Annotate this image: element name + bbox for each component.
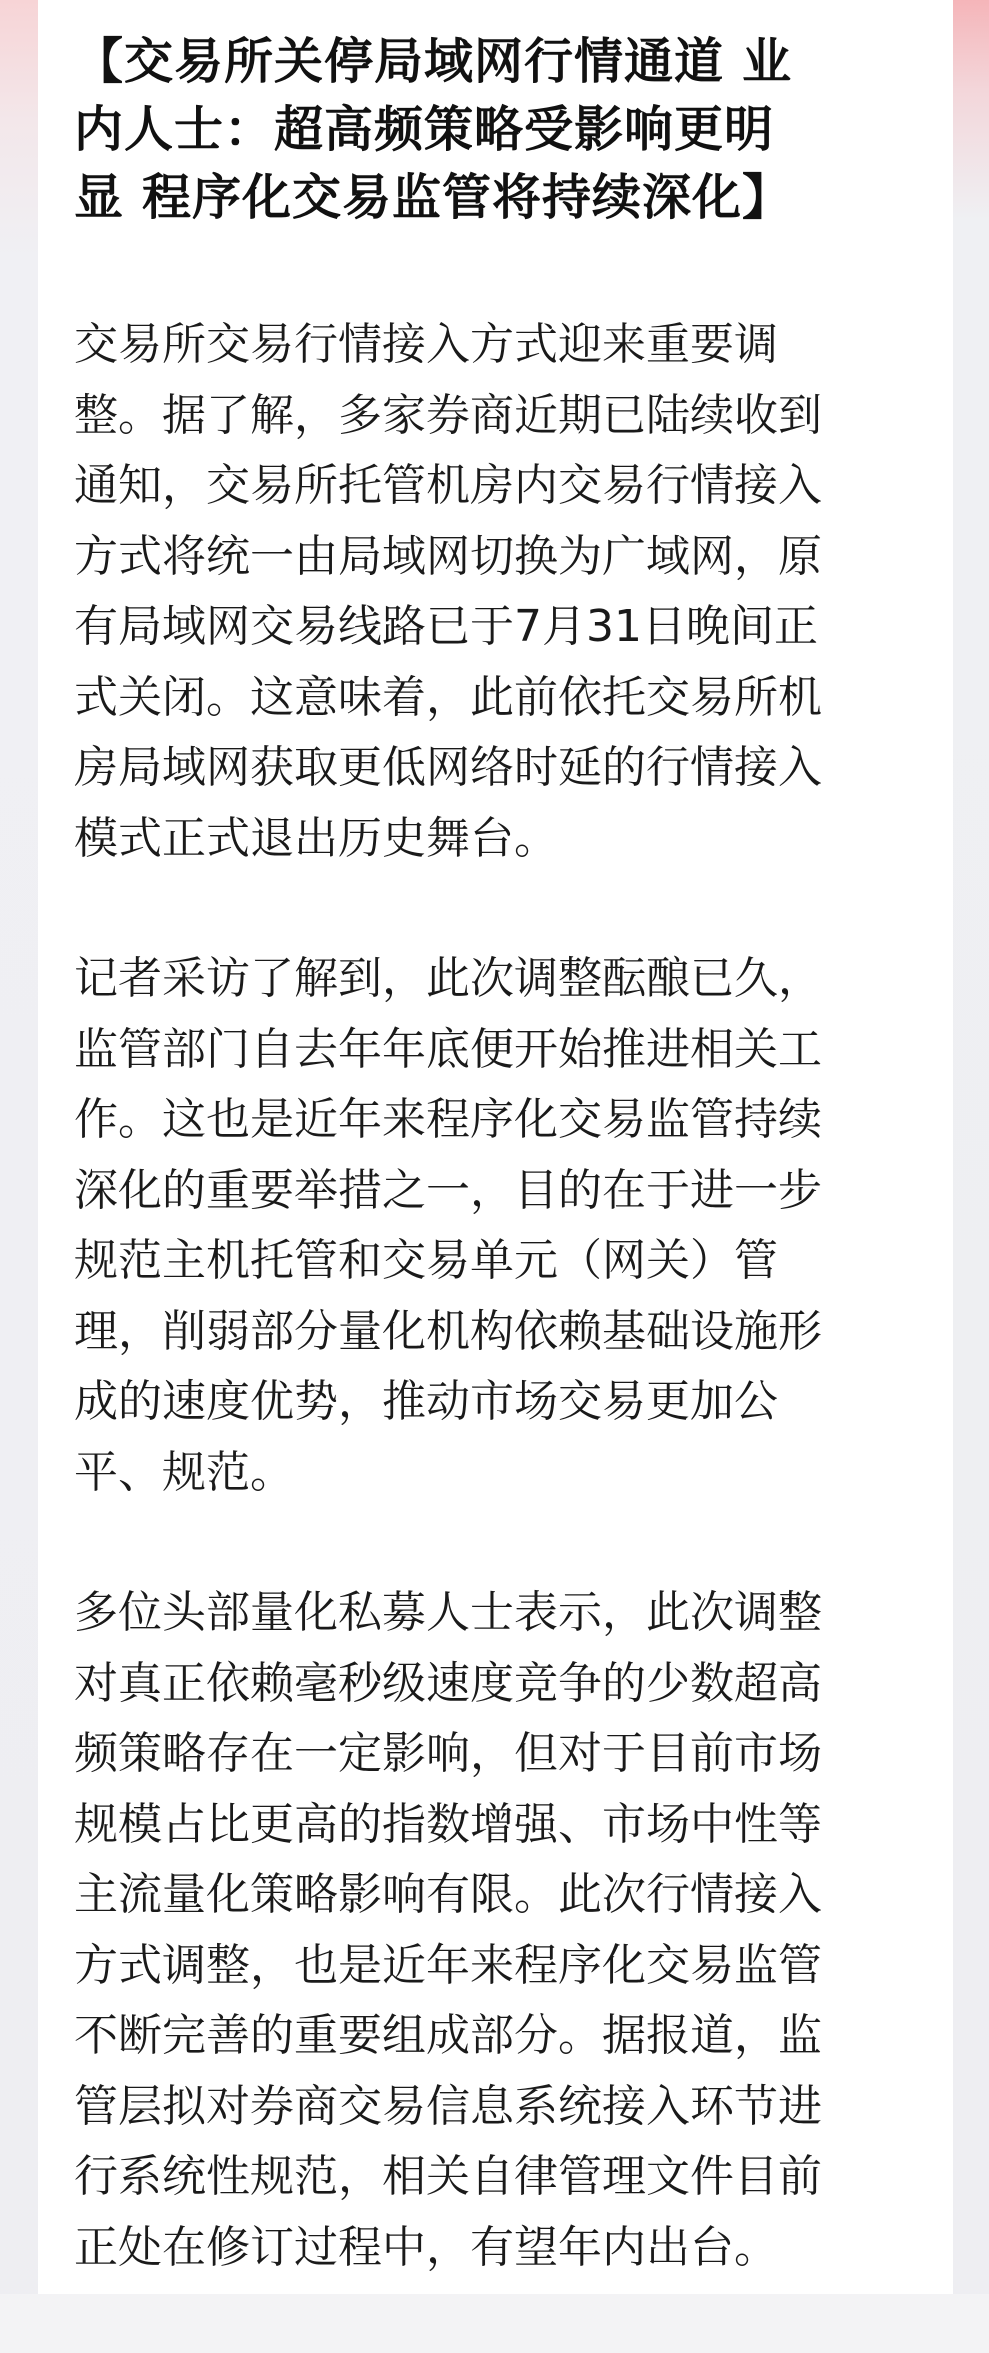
text-line: 深化的重要举措之一，目的在于进一步 (74, 1164, 822, 1216)
article-card (38, 0, 953, 2294)
paragraph-1 (74, 310, 934, 874)
text-line: 作。这也是近年来程序化交易监管持续 (74, 1094, 822, 1145)
text-line: 记者采访了解到，此次调整酝酿已久， (74, 953, 822, 1004)
text-line: 监管部门自去年年底便开始推进相关工 (74, 1023, 822, 1075)
article-body (74, 310, 934, 2353)
text-line: 整。据了解，多家券商近期已陆续收到 (74, 389, 822, 441)
text-line: 方式调整，也是近年来程序化交易监管 (74, 1939, 822, 1991)
title-line: 【交易所关停局域网行情通道 业 (74, 33, 793, 90)
text-line: 规范主机托管和交易单元（网关）管 (74, 1235, 778, 1286)
paragraph-3 (74, 1578, 934, 2283)
text-line: 多位头部量化私募人士表示，此次调整 (74, 1587, 822, 1638)
text-line: 模式正式退出历史舞台。 (74, 812, 558, 864)
text-line: 方式将统一由局域网切换为广域网，原 (74, 530, 822, 582)
text-line: 式关闭。这意味着，此前依托交易所机 (74, 671, 822, 723)
paragraph-2 (74, 944, 934, 1508)
left-backdrop (0, 0, 38, 2294)
text-line: 不断完善的重要组成部分。据报道，监 (74, 2010, 822, 2061)
text-line: 主流量化策略影响有限。此次行情接入 (74, 1869, 822, 1920)
text-line: 交易所交易行情接入方式迎来重要调 (74, 319, 778, 370)
text-line: 对真正依赖毫秒级速度竞争的少数超高 (74, 1657, 822, 1709)
text-line: 正处在修订过程中，有望年内出台。 (74, 2221, 778, 2273)
title-line: 内人士：超高频策略受影响更明 (74, 101, 775, 158)
article-title (74, 28, 934, 232)
text-line: 行系统性规范，相关自律管理文件目前 (74, 2151, 822, 2202)
text-line: 频策略存在一定影响，但对于目前市场 (74, 1728, 822, 1779)
text-line: 管层拟对券商交易信息系统接入环节进 (74, 2080, 822, 2132)
right-backdrop (953, 0, 989, 2294)
text-line: 规模占比更高的指数增强、市场中性等 (74, 1798, 822, 1850)
text-line: 理，削弱部分量化机构依赖基础设施形 (74, 1305, 822, 1357)
title-line: 显 程序化交易监管将持续深化】 (74, 169, 793, 226)
text-line: 平、规范。 (74, 1446, 294, 1498)
text-line: 成的速度优势，推动市场交易更加公 (74, 1376, 778, 1427)
text-line: 通知，交易所托管机房内交易行情接入 (74, 460, 822, 511)
text-line: 有局域网交易线路已于7月31日晚间正 (74, 601, 818, 652)
text-line: 房局域网获取更低网络时延的行情接入 (74, 742, 822, 793)
